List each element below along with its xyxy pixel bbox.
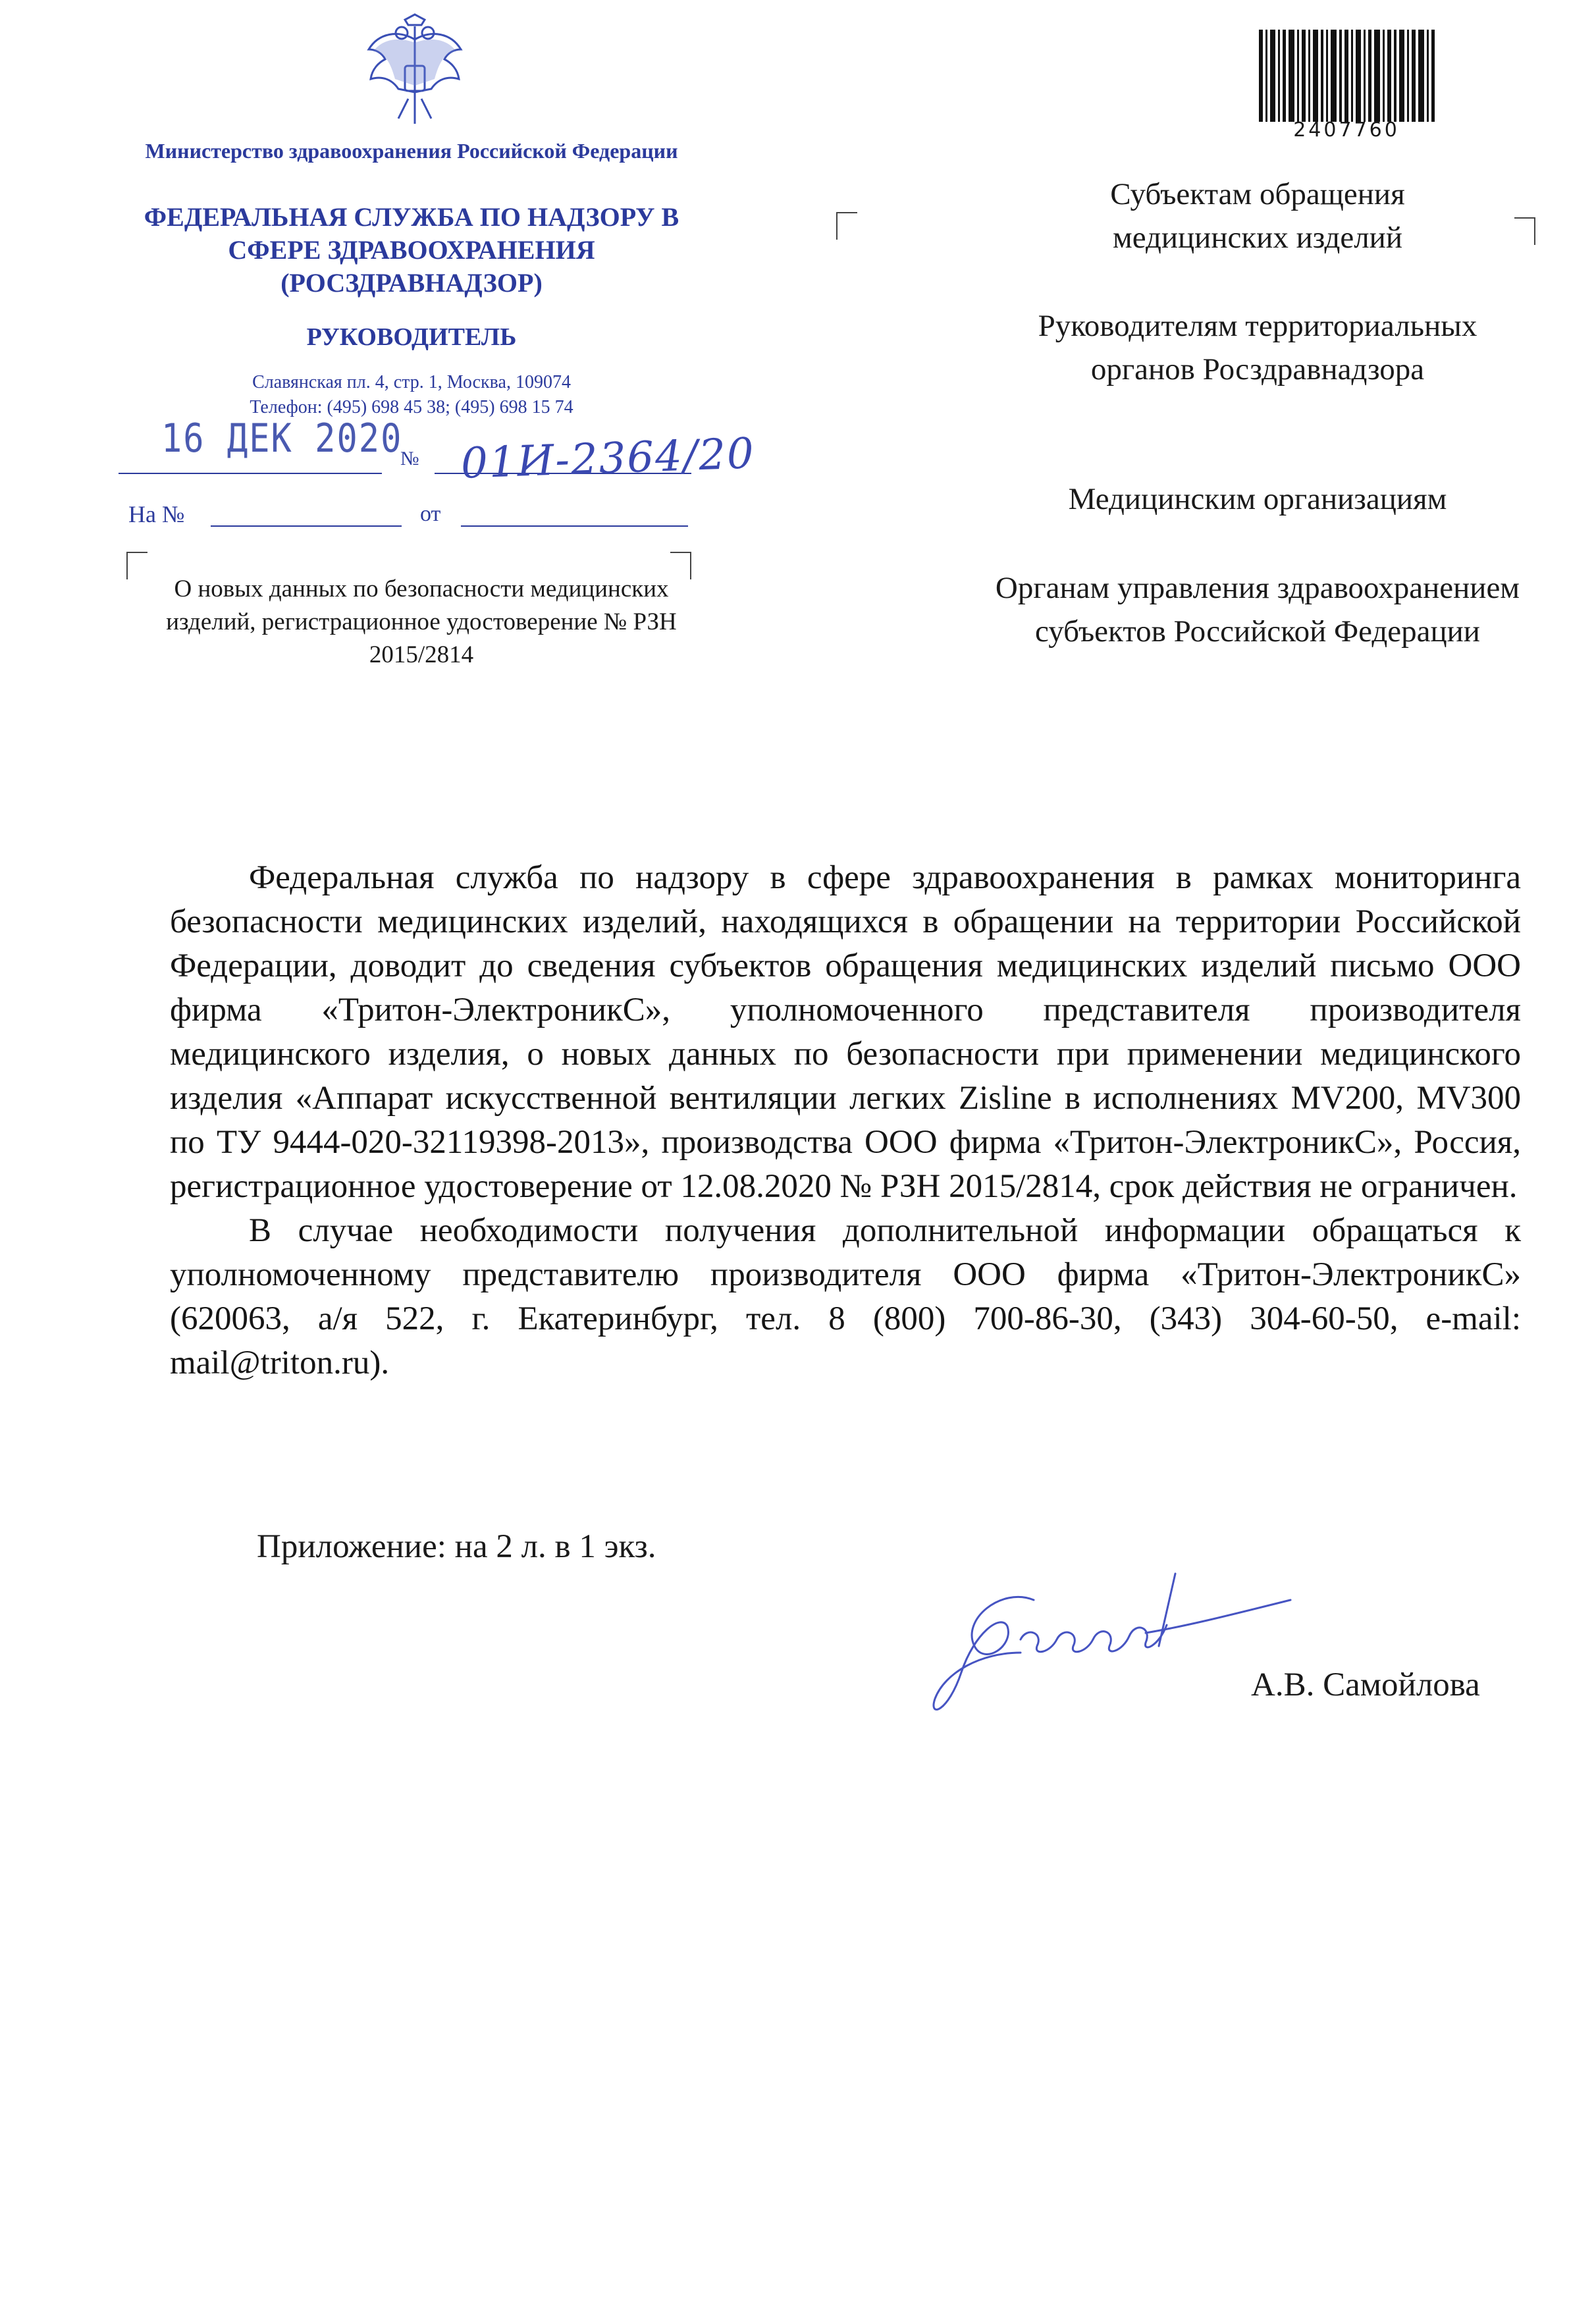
- from-label: от: [420, 502, 441, 526]
- recipients-corner-left: [836, 212, 857, 240]
- double-headed-eagle-emblem-icon: [359, 13, 471, 128]
- recipient-item: Субъектам обращения медицинских изделий: [1110, 177, 1405, 255]
- outgoing-number-handwritten: 01И-2364/20: [460, 429, 756, 489]
- letter-body: [170, 856, 1521, 1385]
- barcode-icon: [1258, 30, 1435, 122]
- phone-line: Телефон: (495) 698 45 38; (495) 698 15 74: [250, 397, 573, 417]
- date-stamp: 16 ДЕК 2020: [161, 416, 403, 462]
- recipient-item: Медицинским организациям: [1068, 482, 1447, 516]
- reply-to-label: На №: [128, 501, 185, 527]
- date-line: [119, 473, 382, 474]
- address-line: Славянская пл. 4, стр. 1, Москва, 109074: [252, 372, 571, 392]
- subject-corner-left: [126, 552, 147, 579]
- reply-to-line: [211, 525, 402, 527]
- from-line: [461, 525, 688, 527]
- body-paragraph: Федеральная служба по надзору в сфере здравоохранения в рамках мониторинга безопасности медицинских изделий, находящихся в обращении на территории Российской Федерации, доводит до сведения субъектов обращения медицинских изделий письмо ООО фирма «Тритон-ЭлектроникС», уполномоченного представителя производителя медицинского изделия, о новых данных по безопасности при применении медицинского изделия «Аппарат искусственной вентиляции легких Zisline в исполнениях MV200, MV300 по ТУ 9444-020-32119398-2013», производства ООО фирма «Тритон-ЭлектроникС», Россия, регистрационное удостоверение от 12.08.2020 № РЗН 2015/2814, срок действия не ограничен.: [170, 859, 1521, 1205]
- address-block: [115, 370, 708, 420]
- signer-name: А.В. Самойлова: [1251, 1666, 1480, 1703]
- recipient-item: Органам управления здравоохранением субъектов Российской Федерации: [995, 571, 1520, 649]
- ministry-name: Министерство здравоохранения Российской Федерации: [145, 139, 678, 163]
- service-name: ФЕДЕРАЛЬНАЯ СЛУЖБА ПО НАДЗОРУ В СФЕРЕ ЗДРАВООХРАНЕНИЯ (РОСЗДРАВНАДЗОР): [144, 202, 679, 298]
- head-title: РУКОВОДИТЕЛЬ: [306, 323, 517, 351]
- barcode-number: 2407760: [1293, 119, 1400, 142]
- recipients-corner-right: [1514, 217, 1535, 245]
- signature-icon: [922, 1547, 1343, 1745]
- letter-subject: О новых данных по безопасности медицинских изделий, регистрационное удостоверение № РЗН 2015/2814: [166, 575, 677, 668]
- body-paragraph: В случае необходимости получения дополнительной информации обращаться к уполномоченному представителю производителя ООО фирма «Тритон-ЭлектроникС» (620063, а/я 522, г. Екатеринбург, тел. 8 (800) 700-86-30, (343) 304-60-50, e-mail: mail@triton.ru).: [170, 1212, 1521, 1381]
- recipient-item: Руководителям территориальных органов Росздравнадзора: [1038, 309, 1477, 386]
- number-label: №: [400, 448, 419, 469]
- attachment-note: Приложение: на 2 л. в 1 экз.: [257, 1528, 656, 1565]
